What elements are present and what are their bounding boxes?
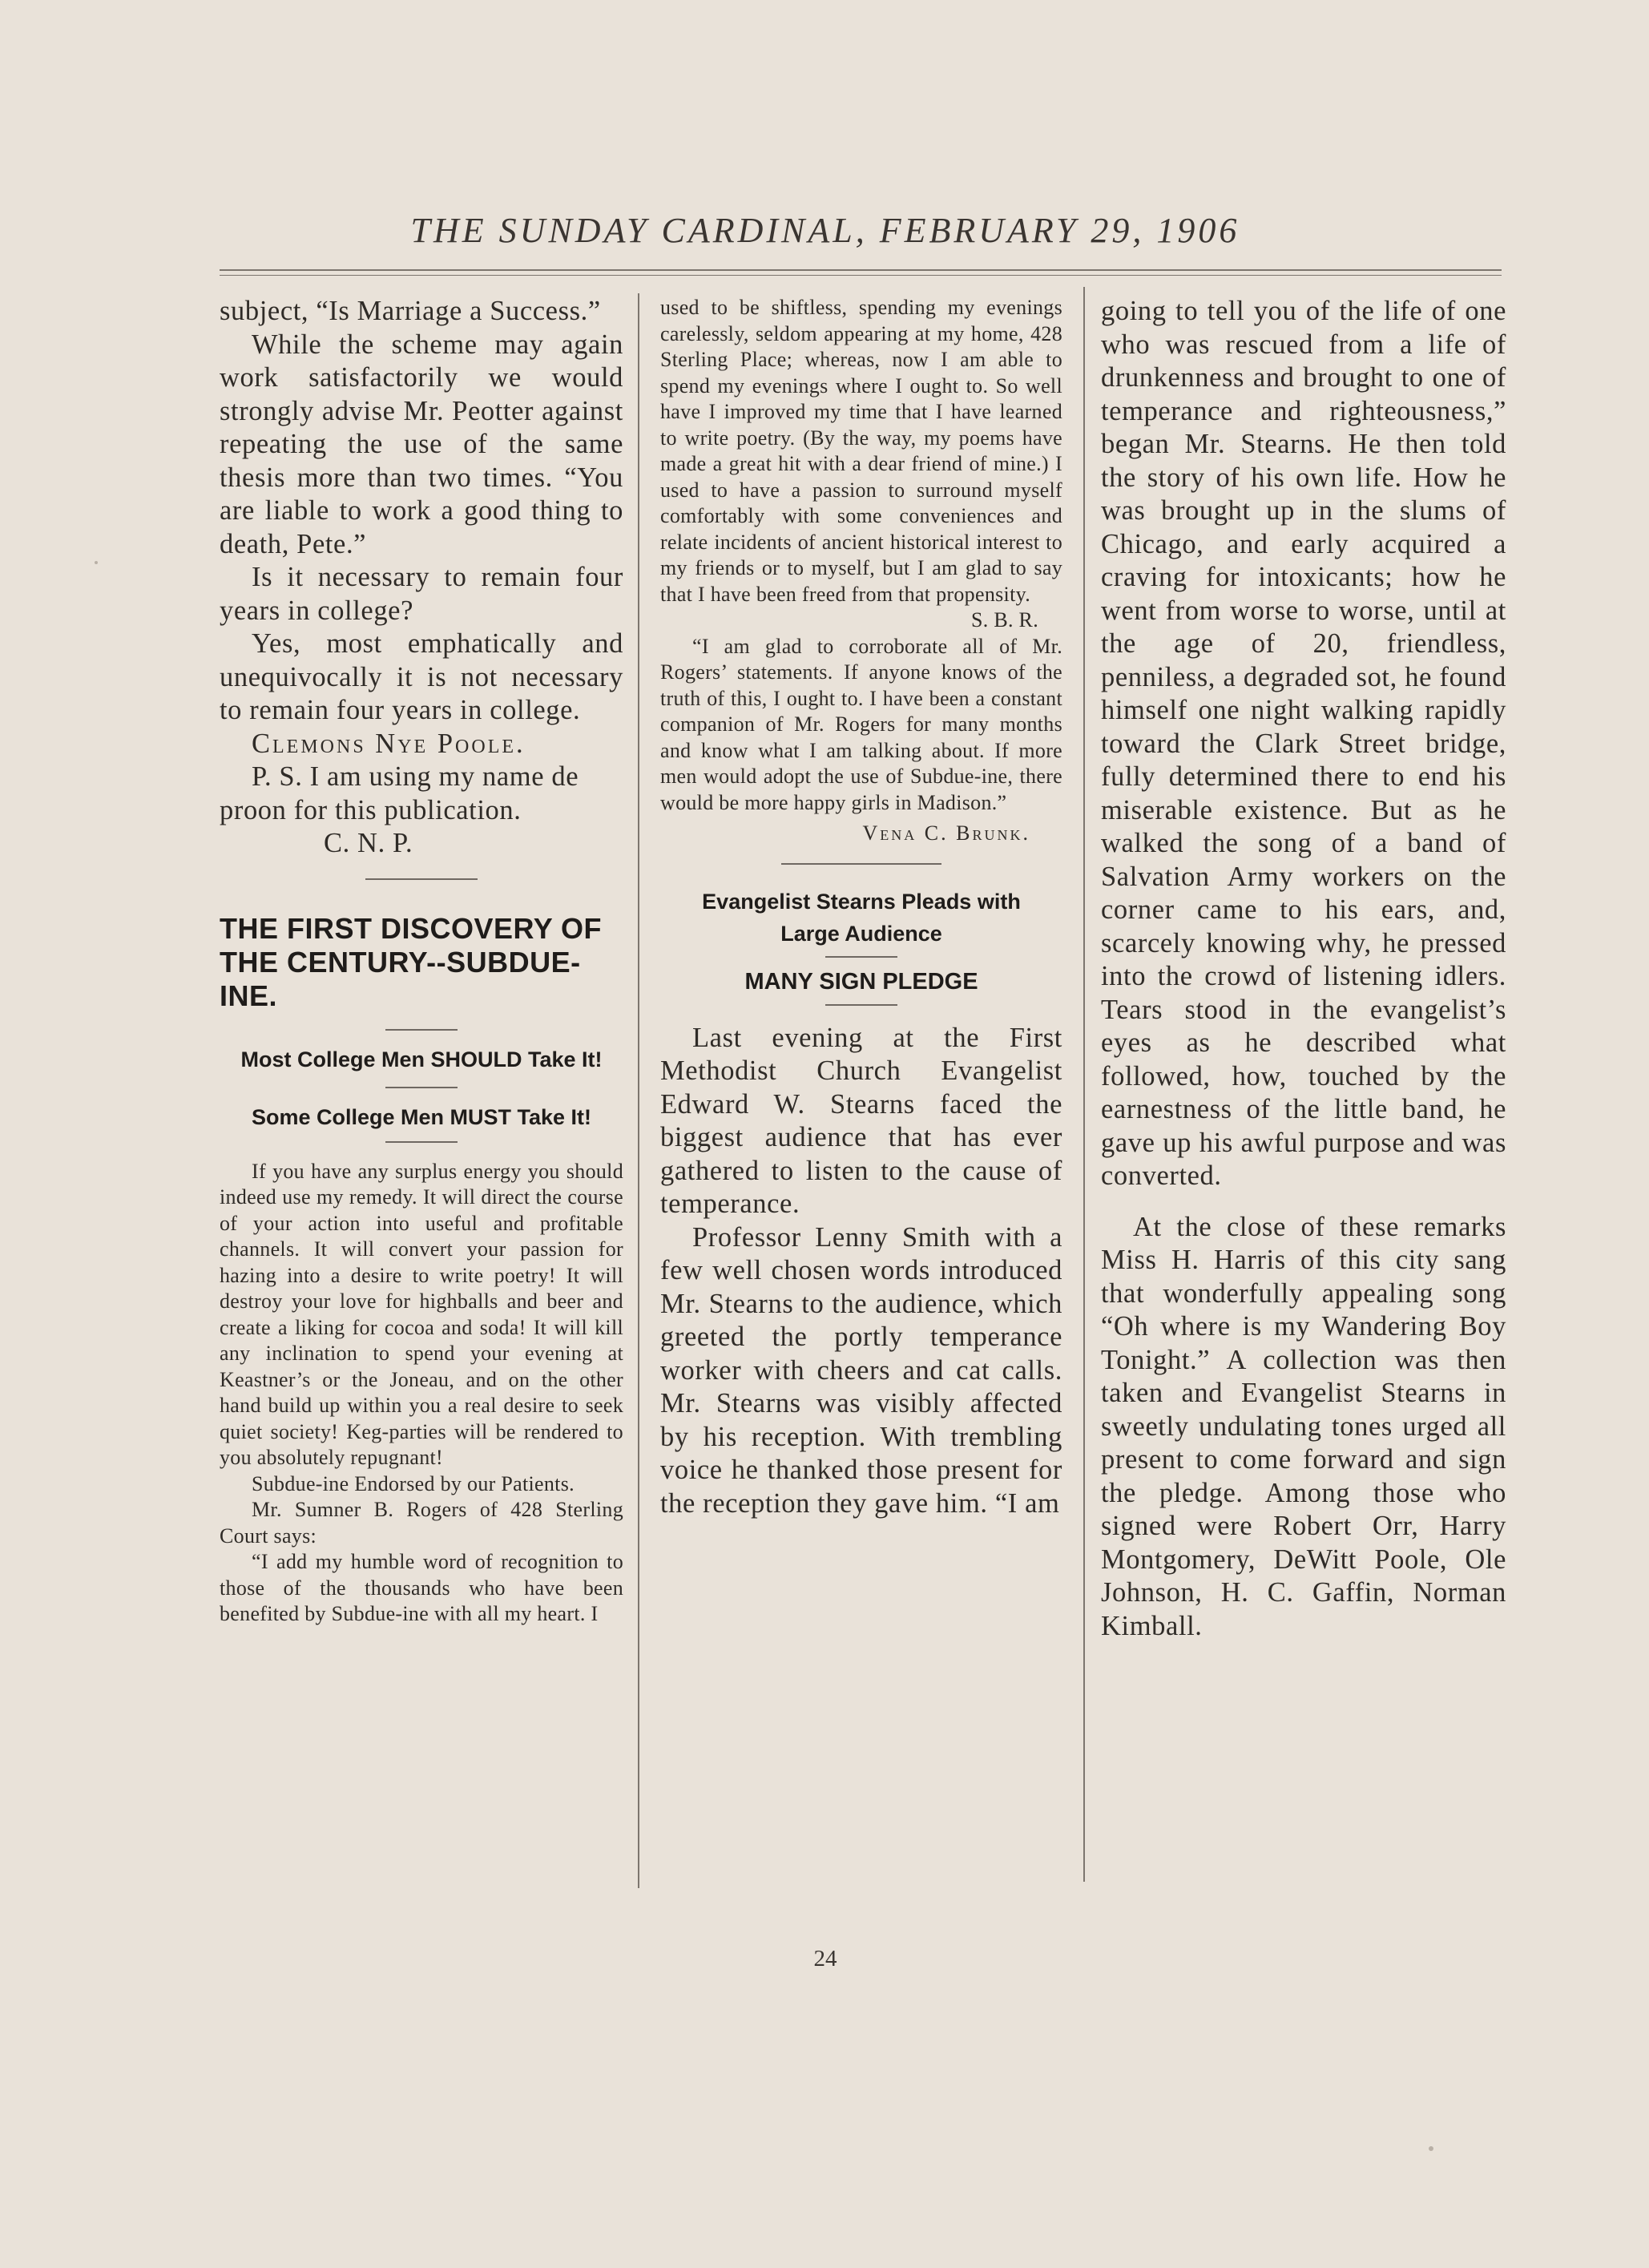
column-divider-left: [638, 293, 639, 1888]
paper-speck: [1429, 2146, 1433, 2151]
article-paragraph: subject, “Is Marriage a Success.”: [220, 296, 601, 326]
section-divider: [385, 1087, 458, 1088]
paper-speck: [95, 561, 98, 564]
testimonial-intro: Mr. Sumner B. Rogers of 428 Sterling Court says:: [220, 1498, 623, 1548]
section-divider: [365, 878, 478, 880]
page-header-title: THE SUNDAY CARDINAL, FEBRUARY 29, 1906: [410, 211, 1240, 250]
testimonial-text: used to be shiftless, spending my evenings carelessly, seldom appearing at my home, 428 Sterling Place; whereas, now I am able to spend my evenings where I ought to. So well have I improved my time that I have learned to write poetry. (By the way, my poems have made a great hit with a dear friend of mine.) I used to have a passion to surround myself comfortably with some conveniences and relate incidents of ancient historical interest to my friends or to myself, but I am glad to say that I have been freed from that propensity.: [660, 296, 1062, 606]
section-divider: [825, 956, 897, 958]
article-paragraph: going to tell you of the life of one who was rescued from a life of drunkenness and brought to one of temperance and righteousness,” began Mr. Stearns. He then told the story of his own life. How he was brought up in the slums of Chicago, and early acquired a craving for intoxicants; how he went from worse to worse, until at the age of 20, friendless, penniless, a degraded sot, he found himself one night walking rapidly toward the Clark Street bridge, fully determined there to end his miserable existence. But as he walked the song of a band of Salvation Army workers on the corner came to his ears, and, scarcely knowing why, he pressed into the crowd of listening idlers. Tears stood in the evangelist’s eyes as he described what followed, how, touched by the earnestness of the little band, he gave up his awful purpose and was converted.: [1101, 296, 1506, 1191]
article-paragraph: At the close of these remarks Miss H. Harris of this city sang that wonderfully appealing song “Oh where is my Wandering Boy Tonight.” A collection was then taken and Evangelist Stearns in sweetly undulating tones urged all present to come forward and sign the pledge. Among those who signed were Robert Orr, Harry Montgomery, DeWitt Poole, Ole Johnson, H. C. Gaffin, Norman Kimball.: [1101, 1211, 1506, 1641]
article-paragraph: Last evening at the First Methodist Church Evangelist Edward W. Stearns faced the biggest audience that has ever gathered to listen to the cause of temperance.: [660, 1022, 1062, 1219]
article-subhead: MANY SIGN PLEDGE: [744, 968, 978, 995]
column-3: [1101, 295, 1506, 1643]
testimonial-initials: S. B. R.: [970, 608, 1038, 632]
article-paragraph: Professor Lenny Smith with a few well chosen words introduced Mr. Stearns to the audience, which greeted the portly temperance worker with cheers and cat calls. Mr. Stearns was visibly affected by his reception. With trembling voice he thanked those present for the reception they gave him. “I am: [660, 1221, 1062, 1519]
column-divider-right: [1083, 287, 1085, 1882]
postscript-text: P. S. I am using my name de proon for this publication.: [220, 761, 579, 825]
column-1: [220, 295, 623, 1628]
testimonial-text: “I add my humble word of recognition to those of the thousands who have been benefited by Subdue-ine with all my heart. I: [220, 1550, 623, 1625]
ad-paragraph: If you have any surplus energy you should indeed use my remedy. It will direct the course of your action into useful and profitable channels. It will convert your passion for hazing into a desire to write poetry! It will destroy your love for highballs and beer and create a liking for cocoa and soda! It will kill any inclination to spend your evening at Keastner’s or the Joneau, and on the other hand build up within you a real desire to seek quiet society! Keg-parties will be rendered to you absolutely repugnant!: [220, 1159, 623, 1469]
article-paragraph: While the scheme may again work satisfactorily we would strongly advise Mr. Peotter against repeating the use of the same thesis more than two times. “You are liable to work a good thing to death, Pete.”: [220, 329, 623, 559]
postscript-initials: C. N. P.: [324, 828, 413, 858]
ad-endorsement: Subdue-ine Endorsed by our Patients.: [252, 1471, 575, 1495]
section-divider: [385, 1141, 458, 1143]
header-rule: [220, 269, 1502, 276]
testimonial-signature: Vena C. Brunk.: [862, 821, 1030, 845]
article-headline: Evangelist Stearns Pleads with Large Audience: [702, 889, 1021, 946]
ad-headline: THE FIRST DISCOVERY OF THE CENTURY--SUBDUE-INE.: [220, 911, 603, 1012]
section-divider: [781, 863, 941, 865]
page-number: 24: [813, 1946, 837, 1971]
testimonial-text: “I am glad to corroborate all of Mr. Rogers’ statements. If anyone knows of the truth of this, I ought to. I have been a constant companion of Mr. Rogers for many months and know what I am talking about. If more men would adopt the use of Subdue-ine, there would be more happy girls in Madison.”: [660, 634, 1062, 814]
ad-subhead-should: Most College Men SHOULD Take It!: [240, 1047, 603, 1071]
article-paragraph: Is it necessary to remain four years in college?: [220, 562, 623, 626]
letter-signature: Clemons Nye Poole.: [252, 728, 526, 759]
section-divider: [385, 1029, 458, 1031]
column-2: [660, 295, 1062, 1520]
article-paragraph: Yes, most emphatically and unequivocally it is not necessary to remain four years in college.: [220, 628, 623, 725]
postscript: [220, 761, 623, 861]
section-divider: [825, 1004, 897, 1006]
ad-subhead-must: Some College Men MUST Take It!: [251, 1104, 592, 1129]
